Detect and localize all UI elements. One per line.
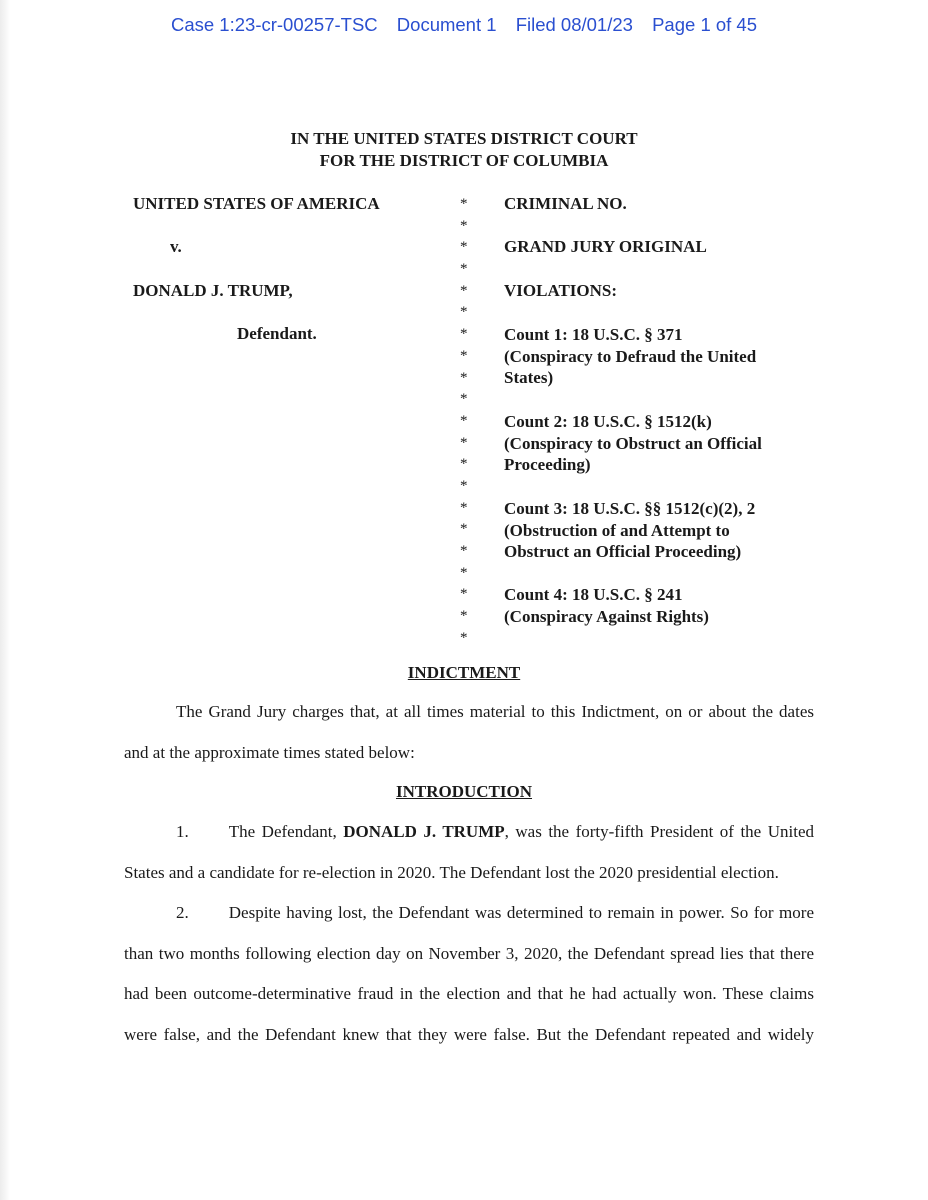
paragraph-2-number: 2. (176, 903, 189, 922)
case-caption (0, 192, 928, 647)
document-number: Document 1 (396, 14, 497, 35)
caption-star: * (460, 412, 468, 429)
caption-star: * (460, 196, 468, 212)
caption-star: * (460, 521, 468, 538)
count-3-citation: Count 3: 18 U.S.C. §§ 1512(c)(2), 2 (504, 499, 756, 518)
caption-star: * (460, 282, 468, 299)
count-1-description: (Conspiracy to Defraud the United (504, 346, 757, 366)
court-title (0, 128, 928, 172)
caption-star: * (460, 304, 468, 321)
paragraph-1-line2: States and a candidate for re-election in 2020. The Defendant lost the 2020 presidential election. (124, 862, 779, 882)
caption-star: * (460, 543, 468, 559)
filed-date: Filed 08/01/23 (515, 14, 633, 35)
paragraph-2-line2: than two months following election day on November 3, 2020, the Defendant spread lies that there (124, 943, 814, 963)
count-1-description-cont: States) (504, 368, 554, 388)
caption-star: * (460, 347, 468, 364)
criminal-number-label: CRIMINAL NO. (504, 194, 627, 213)
caption-star-column (460, 194, 468, 649)
paragraph-2-line1: 2. Despite having lost, the Defendant was determined to remain in power. So for more (176, 903, 814, 922)
versus-label: v. (170, 237, 182, 256)
count-3-description: (Obstruction of and Attempt to (504, 520, 730, 540)
paragraph-2-line3: had been outcome-determinative fraud in the election and that he had actually won. These claims (124, 984, 814, 1003)
count-2-description-cont: Proceeding) (504, 455, 591, 475)
caption-star: * (460, 499, 468, 516)
caption-star: * (460, 239, 468, 256)
count-4-description: (Conspiracy Against Rights) (504, 606, 709, 626)
caption-star: * (460, 477, 468, 494)
caption-star: * (460, 608, 468, 625)
count-1-citation: Count 1: 18 U.S.C. § 371 (504, 325, 683, 344)
caption-star: * (460, 217, 468, 234)
introduction-heading: INTRODUCTION (395, 782, 533, 801)
count-4-citation: Count 4: 18 U.S.C. § 241 (504, 585, 683, 604)
page-number: Page 1 of 45 (652, 14, 758, 35)
violations-label: VIOLATIONS: (504, 281, 618, 300)
count-1 (504, 324, 756, 389)
count-2-citation: Count 2: 18 U.S.C. § 1512(k) (504, 412, 712, 431)
charge-intro-line2: and at the approximate times stated below: (124, 742, 415, 762)
ecf-filing-header (0, 14, 928, 36)
caption-star: * (460, 326, 468, 343)
paragraph-1 (124, 812, 814, 893)
indictment-heading: INDICTMENT (407, 663, 521, 682)
count-2-description: (Conspiracy to Obstruct an Official (504, 433, 762, 453)
charge-intro (124, 692, 814, 773)
plaintiff-name: UNITED STATES OF AMERICA (133, 194, 380, 213)
defendant-name-bold: DONALD J. TRUMP (343, 822, 505, 841)
caption-star: * (460, 586, 468, 603)
count-3-description-cont: Obstruct an Official Proceeding) (504, 542, 742, 562)
caption-star: * (460, 391, 468, 408)
caption-star: * (460, 564, 468, 581)
caption-star: * (460, 261, 468, 278)
caption-star: * (460, 434, 468, 451)
paragraph-1-number: 1. (176, 822, 189, 841)
paragraph-2-line4: were false, and the Defendant knew that they were false. But the Defendant repeated and widely (124, 1024, 814, 1044)
court-title-line1: IN THE UNITED STATES DISTRICT COURT (290, 129, 638, 148)
paragraph-1-line1: 1. The Defendant, DONALD J. TRUMP, was the forty-fifth President of the United (176, 822, 814, 841)
defendant-name: DONALD J. TRUMP, (133, 281, 293, 300)
grand-jury-label: GRAND JURY ORIGINAL (504, 237, 707, 256)
caption-star: * (460, 369, 468, 386)
count-3 (504, 498, 755, 563)
caption-star: * (460, 629, 468, 646)
paragraph-2 (124, 893, 814, 1055)
caption-star: * (460, 456, 468, 473)
court-title-line2: FOR THE DISTRICT OF COLUMBIA (319, 151, 609, 170)
count-4 (504, 584, 709, 627)
count-2 (504, 411, 762, 476)
case-number: Case 1:23-cr-00257-TSC (170, 14, 378, 35)
defendant-label: Defendant. (237, 324, 317, 343)
charge-intro-line1: The Grand Jury charges that, at all times material to this Indictment, on or about the dates (176, 702, 814, 721)
